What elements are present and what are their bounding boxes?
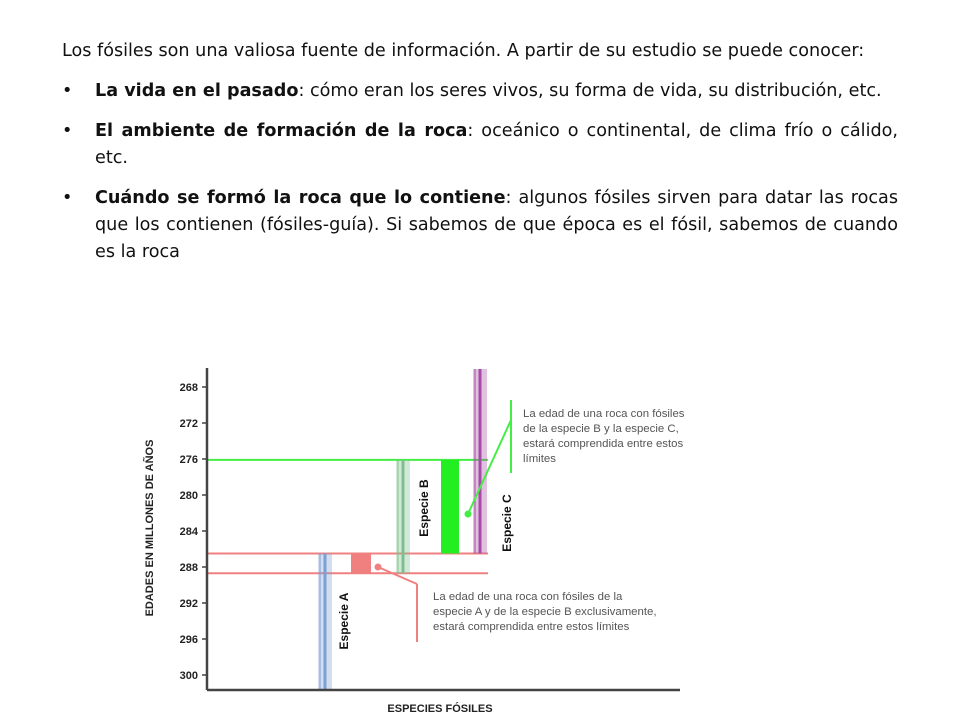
y-tick-label: 288 — [179, 562, 198, 574]
annotation-text-line: estará comprendida entre estos límites — [433, 621, 630, 633]
bullet-title: Cuándo se formó la roca que lo contiene — [95, 188, 506, 208]
annotation-pointer — [465, 511, 472, 518]
species-label: Especie C — [500, 494, 514, 552]
species-highlight — [351, 554, 371, 574]
bullet-text: : cómo eran los seres vivos, su forma de vida, su distribución, etc. — [298, 81, 882, 101]
y-tick-label: 296 — [179, 634, 198, 646]
bullet-icon: • — [62, 121, 73, 141]
bullet-text: : algunos fósiles sirven para datar las rocas que los contienen (fósiles-guía). Si sabemos de que época es el fósil, sabemos de cuando es la roca — [95, 188, 898, 262]
bullet-item — [62, 78, 898, 105]
annotation-text-line: de la especie B y la especie C, — [523, 423, 679, 435]
intro-paragraph: Los fósiles son una valiosa fuente de información. A partir de su estudio se puede conocer: — [62, 41, 865, 61]
annotation-text-line: especie A y de la especie B exclusivamente, — [433, 606, 657, 618]
annotation-pointer — [375, 564, 382, 571]
annotation-text-line: estará comprendida entre estos — [523, 438, 684, 450]
bullet-item — [62, 118, 898, 172]
y-tick-label: 300 — [179, 670, 198, 682]
y-axis-title: EDADES EN MILLONES DE AÑOS — [144, 439, 156, 617]
fossil-range-chart — [130, 360, 750, 720]
annotation-text-line: La edad de una roca con fósiles de la — [433, 591, 623, 603]
species-label: Especie A — [337, 592, 351, 650]
y-tick-label: 276 — [179, 454, 198, 466]
bullet-list — [62, 78, 898, 266]
text-block — [62, 38, 898, 279]
species-label: Especie B — [417, 479, 431, 537]
y-tick-label: 280 — [179, 490, 198, 502]
y-tick-label: 268 — [179, 382, 198, 394]
bullet-title: La vida en el pasado — [95, 81, 299, 101]
y-tick-label: 284 — [179, 526, 198, 538]
annotation-text-line: La edad de una roca con fósiles — [523, 408, 685, 420]
species-highlight — [441, 460, 459, 554]
bullet-title: El ambiente de formación de la roca — [95, 121, 468, 141]
y-tick-label: 272 — [179, 418, 198, 430]
annotation-text-line: límites — [523, 453, 556, 465]
y-tick-label: 292 — [179, 598, 198, 610]
bullet-text: : oceánico o continental, de clima frío o cálido, etc. — [95, 121, 898, 168]
bullet-item — [62, 185, 898, 266]
x-axis-title: ESPECIES FÓSILES — [387, 703, 493, 715]
bullet-icon: • — [62, 81, 73, 101]
bullet-icon: • — [62, 188, 73, 208]
y-axis-ticks — [180, 382, 207, 682]
